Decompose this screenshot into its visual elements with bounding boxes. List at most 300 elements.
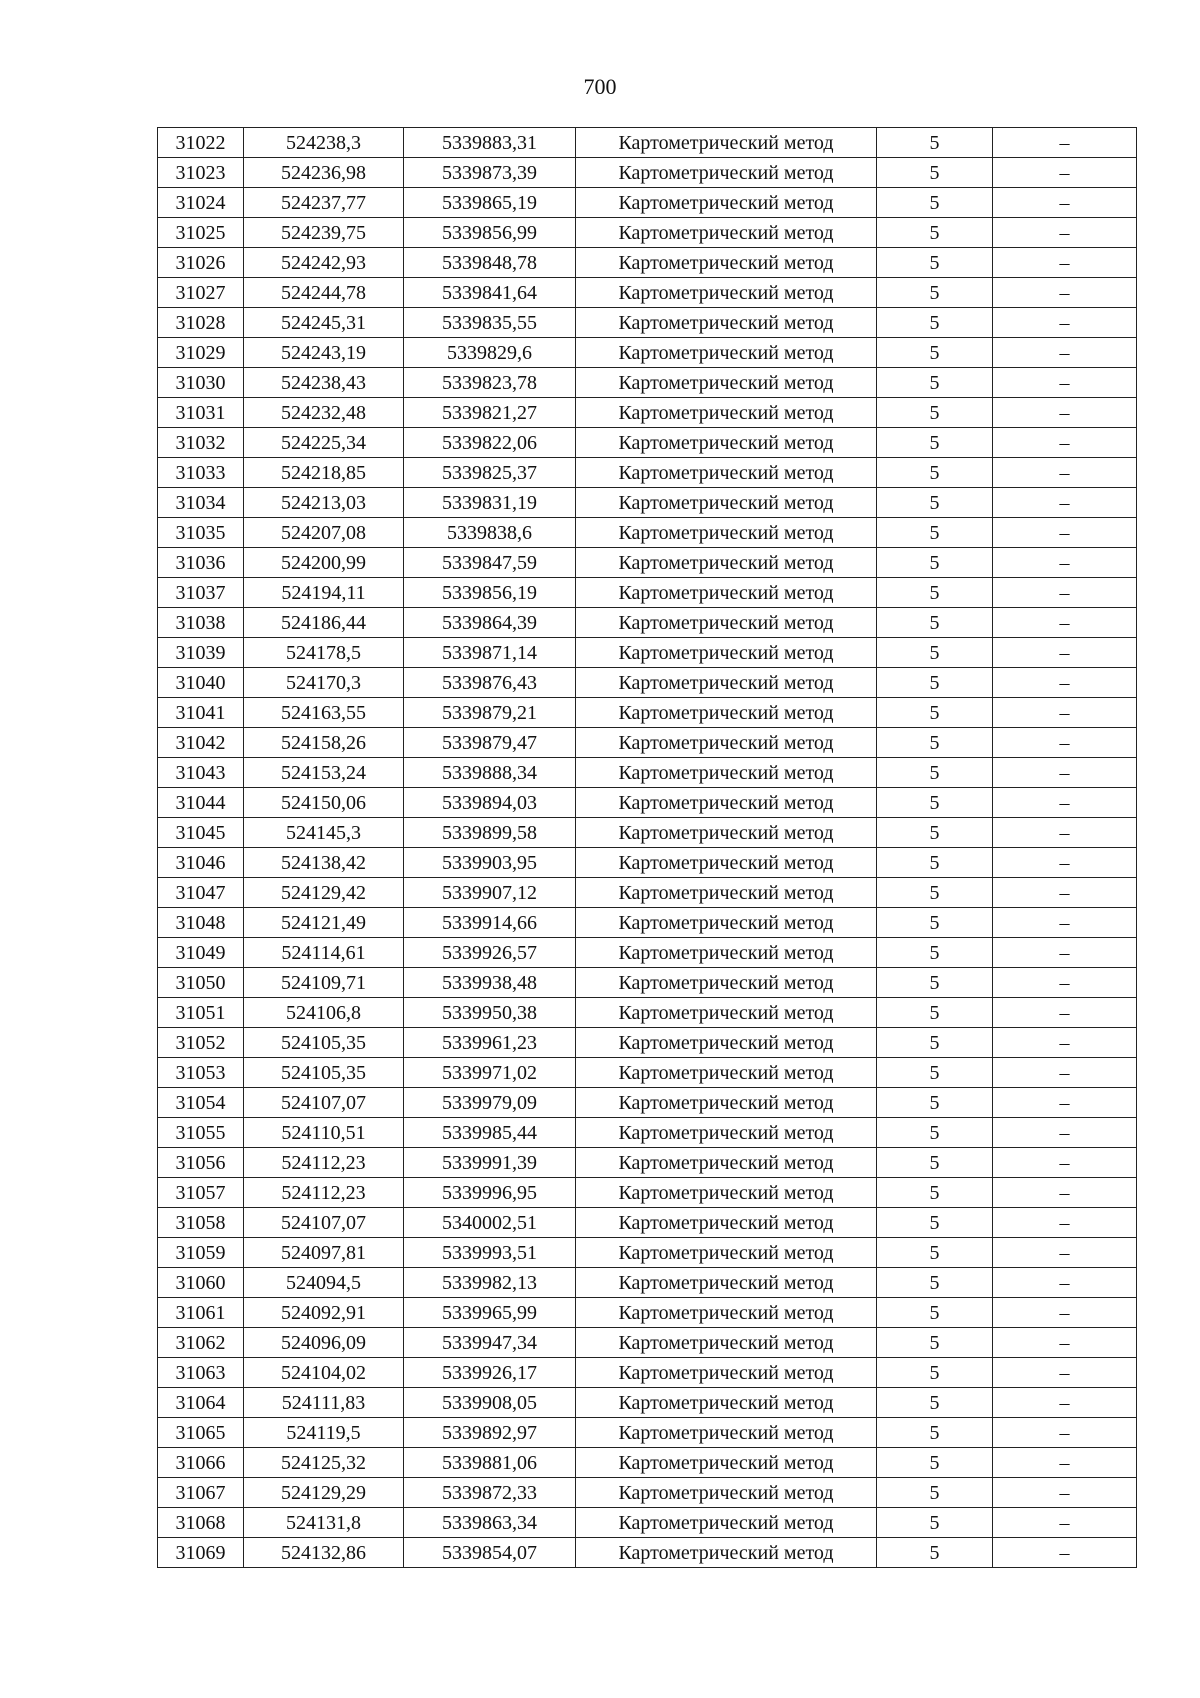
point-number-cell: 31063 [158,1358,244,1388]
x-coordinate-cell: 524237,77 [244,188,404,218]
method-cell: Картометрический метод [576,1478,877,1508]
y-coordinate-cell: 5339854,07 [404,1538,576,1568]
table-row [158,1118,1137,1148]
method-cell: Картометрический метод [576,1208,877,1238]
y-coordinate-cell: 5339883,31 [404,128,576,158]
description-cell: – [993,608,1137,638]
table-row [158,218,1137,248]
point-number-cell: 31047 [158,878,244,908]
method-cell: Картометрический метод [576,968,877,998]
method-cell: Картометрический метод [576,338,877,368]
table-row [158,1298,1137,1328]
accuracy-cell: 5 [877,728,993,758]
accuracy-cell: 5 [877,1328,993,1358]
point-number-cell: 31049 [158,938,244,968]
x-coordinate-cell: 524186,44 [244,608,404,638]
x-coordinate-cell: 524225,34 [244,428,404,458]
description-cell: – [993,128,1137,158]
x-coordinate-cell: 524119,5 [244,1418,404,1448]
x-coordinate-cell: 524129,29 [244,1478,404,1508]
point-number-cell: 31057 [158,1178,244,1208]
description-cell: – [993,518,1137,548]
table-row [158,458,1137,488]
y-coordinate-cell: 5339856,99 [404,218,576,248]
point-number-cell: 31053 [158,1058,244,1088]
accuracy-cell: 5 [877,638,993,668]
description-cell: – [993,788,1137,818]
table-row [158,998,1137,1028]
description-cell: – [993,848,1137,878]
point-number-cell: 31038 [158,608,244,638]
method-cell: Картометрический метод [576,668,877,698]
table-row [158,1028,1137,1058]
description-cell: – [993,1028,1137,1058]
x-coordinate-cell: 524238,3 [244,128,404,158]
y-coordinate-cell: 5339865,19 [404,188,576,218]
point-number-cell: 31054 [158,1088,244,1118]
y-coordinate-cell: 5339979,09 [404,1088,576,1118]
x-coordinate-cell: 524163,55 [244,698,404,728]
x-coordinate-cell: 524243,19 [244,338,404,368]
description-cell: – [993,158,1137,188]
table-row [158,878,1137,908]
point-number-cell: 31042 [158,728,244,758]
accuracy-cell: 5 [877,1088,993,1118]
accuracy-cell: 5 [877,1028,993,1058]
y-coordinate-cell: 5339871,14 [404,638,576,668]
description-cell: – [993,1388,1137,1418]
point-number-cell: 31039 [158,638,244,668]
accuracy-cell: 5 [877,308,993,338]
accuracy-cell: 5 [877,698,993,728]
point-number-cell: 31030 [158,368,244,398]
accuracy-cell: 5 [877,278,993,308]
description-cell: – [993,968,1137,998]
y-coordinate-cell: 5339822,06 [404,428,576,458]
y-coordinate-cell: 5339879,21 [404,698,576,728]
method-cell: Картометрический метод [576,158,877,188]
method-cell: Картометрический метод [576,788,877,818]
description-cell: – [993,1088,1137,1118]
description-cell: – [993,1118,1137,1148]
x-coordinate-cell: 524170,3 [244,668,404,698]
accuracy-cell: 5 [877,818,993,848]
y-coordinate-cell: 5339903,95 [404,848,576,878]
method-cell: Картометрический метод [576,938,877,968]
table-row [158,668,1137,698]
x-coordinate-cell: 524132,86 [244,1538,404,1568]
x-coordinate-cell: 524242,93 [244,248,404,278]
accuracy-cell: 5 [877,1448,993,1478]
x-coordinate-cell: 524194,11 [244,578,404,608]
x-coordinate-cell: 524200,99 [244,548,404,578]
method-cell: Картометрический метод [576,398,877,428]
description-cell: – [993,248,1137,278]
method-cell: Картометрический метод [576,308,877,338]
x-coordinate-cell: 524092,91 [244,1298,404,1328]
point-number-cell: 31029 [158,338,244,368]
point-number-cell: 31067 [158,1478,244,1508]
description-cell: – [993,1178,1137,1208]
description-cell: – [993,1238,1137,1268]
accuracy-cell: 5 [877,1388,993,1418]
accuracy-cell: 5 [877,248,993,278]
x-coordinate-cell: 524178,5 [244,638,404,668]
x-coordinate-cell: 524121,49 [244,908,404,938]
x-coordinate-cell: 524213,03 [244,488,404,518]
y-coordinate-cell: 5339872,33 [404,1478,576,1508]
method-cell: Картометрический метод [576,1448,877,1478]
x-coordinate-cell: 524218,85 [244,458,404,488]
point-number-cell: 31065 [158,1418,244,1448]
table-row [158,248,1137,278]
accuracy-cell: 5 [877,488,993,518]
point-number-cell: 31052 [158,1028,244,1058]
description-cell: – [993,218,1137,248]
table-row [158,368,1137,398]
y-coordinate-cell: 5340002,51 [404,1208,576,1238]
table-row [158,1508,1137,1538]
accuracy-cell: 5 [877,1208,993,1238]
point-number-cell: 31056 [158,1148,244,1178]
x-coordinate-cell: 524158,26 [244,728,404,758]
method-cell: Картометрический метод [576,518,877,548]
point-number-cell: 31040 [158,668,244,698]
y-coordinate-cell: 5339821,27 [404,398,576,428]
y-coordinate-cell: 5339926,17 [404,1358,576,1388]
method-cell: Картометрический метод [576,488,877,518]
x-coordinate-cell: 524129,42 [244,878,404,908]
point-number-cell: 31031 [158,398,244,428]
table-row [158,1148,1137,1178]
y-coordinate-cell: 5339961,23 [404,1028,576,1058]
accuracy-cell: 5 [877,368,993,398]
description-cell: – [993,1538,1137,1568]
accuracy-cell: 5 [877,968,993,998]
table-row [158,308,1137,338]
accuracy-cell: 5 [877,878,993,908]
y-coordinate-cell: 5339899,58 [404,818,576,848]
description-cell: – [993,1268,1137,1298]
table-row [158,968,1137,998]
description-cell: – [993,938,1137,968]
y-coordinate-cell: 5339881,06 [404,1448,576,1478]
table-row [158,188,1137,218]
y-coordinate-cell: 5339971,02 [404,1058,576,1088]
method-cell: Картометрический метод [576,878,877,908]
y-coordinate-cell: 5339835,55 [404,308,576,338]
method-cell: Картометрический метод [576,1058,877,1088]
x-coordinate-cell: 524105,35 [244,1028,404,1058]
y-coordinate-cell: 5339991,39 [404,1148,576,1178]
method-cell: Картометрический метод [576,368,877,398]
method-cell: Картометрический метод [576,758,877,788]
table-row [158,908,1137,938]
accuracy-cell: 5 [877,788,993,818]
method-cell: Картометрический метод [576,428,877,458]
description-cell: – [993,1478,1137,1508]
point-number-cell: 31041 [158,698,244,728]
x-coordinate-cell: 524207,08 [244,518,404,548]
accuracy-cell: 5 [877,458,993,488]
description-cell: – [993,1448,1137,1478]
accuracy-cell: 5 [877,398,993,428]
table-row [158,788,1137,818]
x-coordinate-cell: 524145,3 [244,818,404,848]
description-cell: – [993,908,1137,938]
y-coordinate-cell: 5339888,34 [404,758,576,788]
point-number-cell: 31035 [158,518,244,548]
y-coordinate-cell: 5339914,66 [404,908,576,938]
description-cell: – [993,998,1137,1028]
point-number-cell: 31027 [158,278,244,308]
y-coordinate-cell: 5339947,34 [404,1328,576,1358]
table-row [158,1478,1137,1508]
accuracy-cell: 5 [877,998,993,1028]
table-row [158,698,1137,728]
method-cell: Картометрический метод [576,638,877,668]
x-coordinate-cell: 524107,07 [244,1208,404,1238]
x-coordinate-cell: 524107,07 [244,1088,404,1118]
y-coordinate-cell: 5339982,13 [404,1268,576,1298]
table-row [158,428,1137,458]
method-cell: Картометрический метод [576,278,877,308]
point-number-cell: 31034 [158,488,244,518]
x-coordinate-cell: 524112,23 [244,1148,404,1178]
accuracy-cell: 5 [877,1118,993,1148]
description-cell: – [993,818,1137,848]
accuracy-cell: 5 [877,938,993,968]
accuracy-cell: 5 [877,758,993,788]
method-cell: Картометрический метод [576,1388,877,1418]
accuracy-cell: 5 [877,1058,993,1088]
table-row [158,1088,1137,1118]
y-coordinate-cell: 5339996,95 [404,1178,576,1208]
description-cell: – [993,458,1137,488]
y-coordinate-cell: 5339965,99 [404,1298,576,1328]
table-row [158,1418,1137,1448]
method-cell: Картометрический метод [576,1418,877,1448]
description-cell: – [993,1328,1137,1358]
x-coordinate-cell: 524153,24 [244,758,404,788]
point-number-cell: 31051 [158,998,244,1028]
method-cell: Картометрический метод [576,1118,877,1148]
x-coordinate-cell: 524109,71 [244,968,404,998]
accuracy-cell: 5 [877,158,993,188]
y-coordinate-cell: 5339907,12 [404,878,576,908]
x-coordinate-cell: 524245,31 [244,308,404,338]
table-row [158,338,1137,368]
x-coordinate-cell: 524125,32 [244,1448,404,1478]
method-cell: Картометрический метод [576,1298,877,1328]
point-number-cell: 31064 [158,1388,244,1418]
point-number-cell: 31048 [158,908,244,938]
accuracy-cell: 5 [877,188,993,218]
x-coordinate-cell: 524097,81 [244,1238,404,1268]
point-number-cell: 31043 [158,758,244,788]
y-coordinate-cell: 5339876,43 [404,668,576,698]
method-cell: Картометрический метод [576,1358,877,1388]
method-cell: Картометрический метод [576,1178,877,1208]
description-cell: – [993,578,1137,608]
description-cell: – [993,878,1137,908]
description-cell: – [993,488,1137,518]
method-cell: Картометрический метод [576,608,877,638]
accuracy-cell: 5 [877,848,993,878]
y-coordinate-cell: 5339892,97 [404,1418,576,1448]
y-coordinate-cell: 5339848,78 [404,248,576,278]
description-cell: – [993,338,1137,368]
description-cell: – [993,758,1137,788]
accuracy-cell: 5 [877,1238,993,1268]
table-row [158,848,1137,878]
description-cell: – [993,1148,1137,1178]
y-coordinate-cell: 5339908,05 [404,1388,576,1418]
y-coordinate-cell: 5339985,44 [404,1118,576,1148]
accuracy-cell: 5 [877,428,993,458]
y-coordinate-cell: 5339831,19 [404,488,576,518]
accuracy-cell: 5 [877,1418,993,1448]
description-cell: – [993,1298,1137,1328]
y-coordinate-cell: 5339950,38 [404,998,576,1028]
table-row [158,578,1137,608]
table-row [158,758,1137,788]
table-row [158,398,1137,428]
point-number-cell: 31069 [158,1538,244,1568]
accuracy-cell: 5 [877,1298,993,1328]
x-coordinate-cell: 524111,83 [244,1388,404,1418]
point-number-cell: 31055 [158,1118,244,1148]
x-coordinate-cell: 524238,43 [244,368,404,398]
point-number-cell: 31061 [158,1298,244,1328]
method-cell: Картометрический метод [576,458,877,488]
accuracy-cell: 5 [877,1268,993,1298]
accuracy-cell: 5 [877,548,993,578]
description-cell: – [993,548,1137,578]
description-cell: – [993,398,1137,428]
method-cell: Картометрический метод [576,128,877,158]
description-cell: – [993,728,1137,758]
point-number-cell: 31028 [158,308,244,338]
method-cell: Картометрический метод [576,188,877,218]
x-coordinate-cell: 524105,35 [244,1058,404,1088]
table-row [158,1268,1137,1298]
description-cell: – [993,308,1137,338]
x-coordinate-cell: 524150,06 [244,788,404,818]
y-coordinate-cell: 5339823,78 [404,368,576,398]
description-cell: – [993,368,1137,398]
description-cell: – [993,1418,1137,1448]
method-cell: Картометрический метод [576,248,877,278]
description-cell: – [993,1058,1137,1088]
accuracy-cell: 5 [877,608,993,638]
description-cell: – [993,698,1137,728]
x-coordinate-cell: 524236,98 [244,158,404,188]
table-row [158,608,1137,638]
table-row [158,1358,1137,1388]
method-cell: Картометрический метод [576,1088,877,1118]
method-cell: Картометрический метод [576,218,877,248]
accuracy-cell: 5 [877,1508,993,1538]
y-coordinate-cell: 5339873,39 [404,158,576,188]
method-cell: Картометрический метод [576,1148,877,1178]
point-number-cell: 31025 [158,218,244,248]
y-coordinate-cell: 5339841,64 [404,278,576,308]
table-row [158,938,1137,968]
x-coordinate-cell: 524138,42 [244,848,404,878]
accuracy-cell: 5 [877,1148,993,1178]
table-row [158,1178,1137,1208]
description-cell: – [993,638,1137,668]
x-coordinate-cell: 524239,75 [244,218,404,248]
table-row [158,1208,1137,1238]
description-cell: – [993,278,1137,308]
point-number-cell: 31060 [158,1268,244,1298]
point-number-cell: 31023 [158,158,244,188]
method-cell: Картометрический метод [576,998,877,1028]
description-cell: – [993,188,1137,218]
accuracy-cell: 5 [877,1178,993,1208]
coordinates-table-body [158,128,1137,1568]
table-row [158,728,1137,758]
point-number-cell: 31032 [158,428,244,458]
accuracy-cell: 5 [877,1538,993,1568]
table-row [158,818,1137,848]
x-coordinate-cell: 524106,8 [244,998,404,1028]
accuracy-cell: 5 [877,1478,993,1508]
y-coordinate-cell: 5339938,48 [404,968,576,998]
description-cell: – [993,668,1137,698]
table-row [158,1538,1137,1568]
method-cell: Картометрический метод [576,1538,877,1568]
y-coordinate-cell: 5339879,47 [404,728,576,758]
point-number-cell: 31066 [158,1448,244,1478]
table-row [158,278,1137,308]
description-cell: – [993,1508,1137,1538]
method-cell: Картометрический метод [576,728,877,758]
x-coordinate-cell: 524131,8 [244,1508,404,1538]
x-coordinate-cell: 524114,61 [244,938,404,968]
method-cell: Картометрический метод [576,698,877,728]
point-number-cell: 31045 [158,818,244,848]
y-coordinate-cell: 5339864,39 [404,608,576,638]
method-cell: Картометрический метод [576,818,877,848]
x-coordinate-cell: 524244,78 [244,278,404,308]
method-cell: Картометрический метод [576,1238,877,1268]
point-number-cell: 31037 [158,578,244,608]
point-number-cell: 31036 [158,548,244,578]
x-coordinate-cell: 524110,51 [244,1118,404,1148]
method-cell: Картометрический метод [576,1028,877,1058]
method-cell: Картометрический метод [576,1508,877,1538]
method-cell: Картометрический метод [576,1328,877,1358]
accuracy-cell: 5 [877,1358,993,1388]
y-coordinate-cell: 5339863,34 [404,1508,576,1538]
table-row [158,518,1137,548]
x-coordinate-cell: 524232,48 [244,398,404,428]
point-number-cell: 31026 [158,248,244,278]
point-number-cell: 31068 [158,1508,244,1538]
point-number-cell: 31024 [158,188,244,218]
method-cell: Картометрический метод [576,578,877,608]
page-number: 700 [583,74,617,99]
x-coordinate-cell: 524094,5 [244,1268,404,1298]
table-row [158,1448,1137,1478]
table-row [158,1388,1137,1418]
x-coordinate-cell: 524104,02 [244,1358,404,1388]
accuracy-cell: 5 [877,128,993,158]
coordinates-table [157,127,1137,1568]
